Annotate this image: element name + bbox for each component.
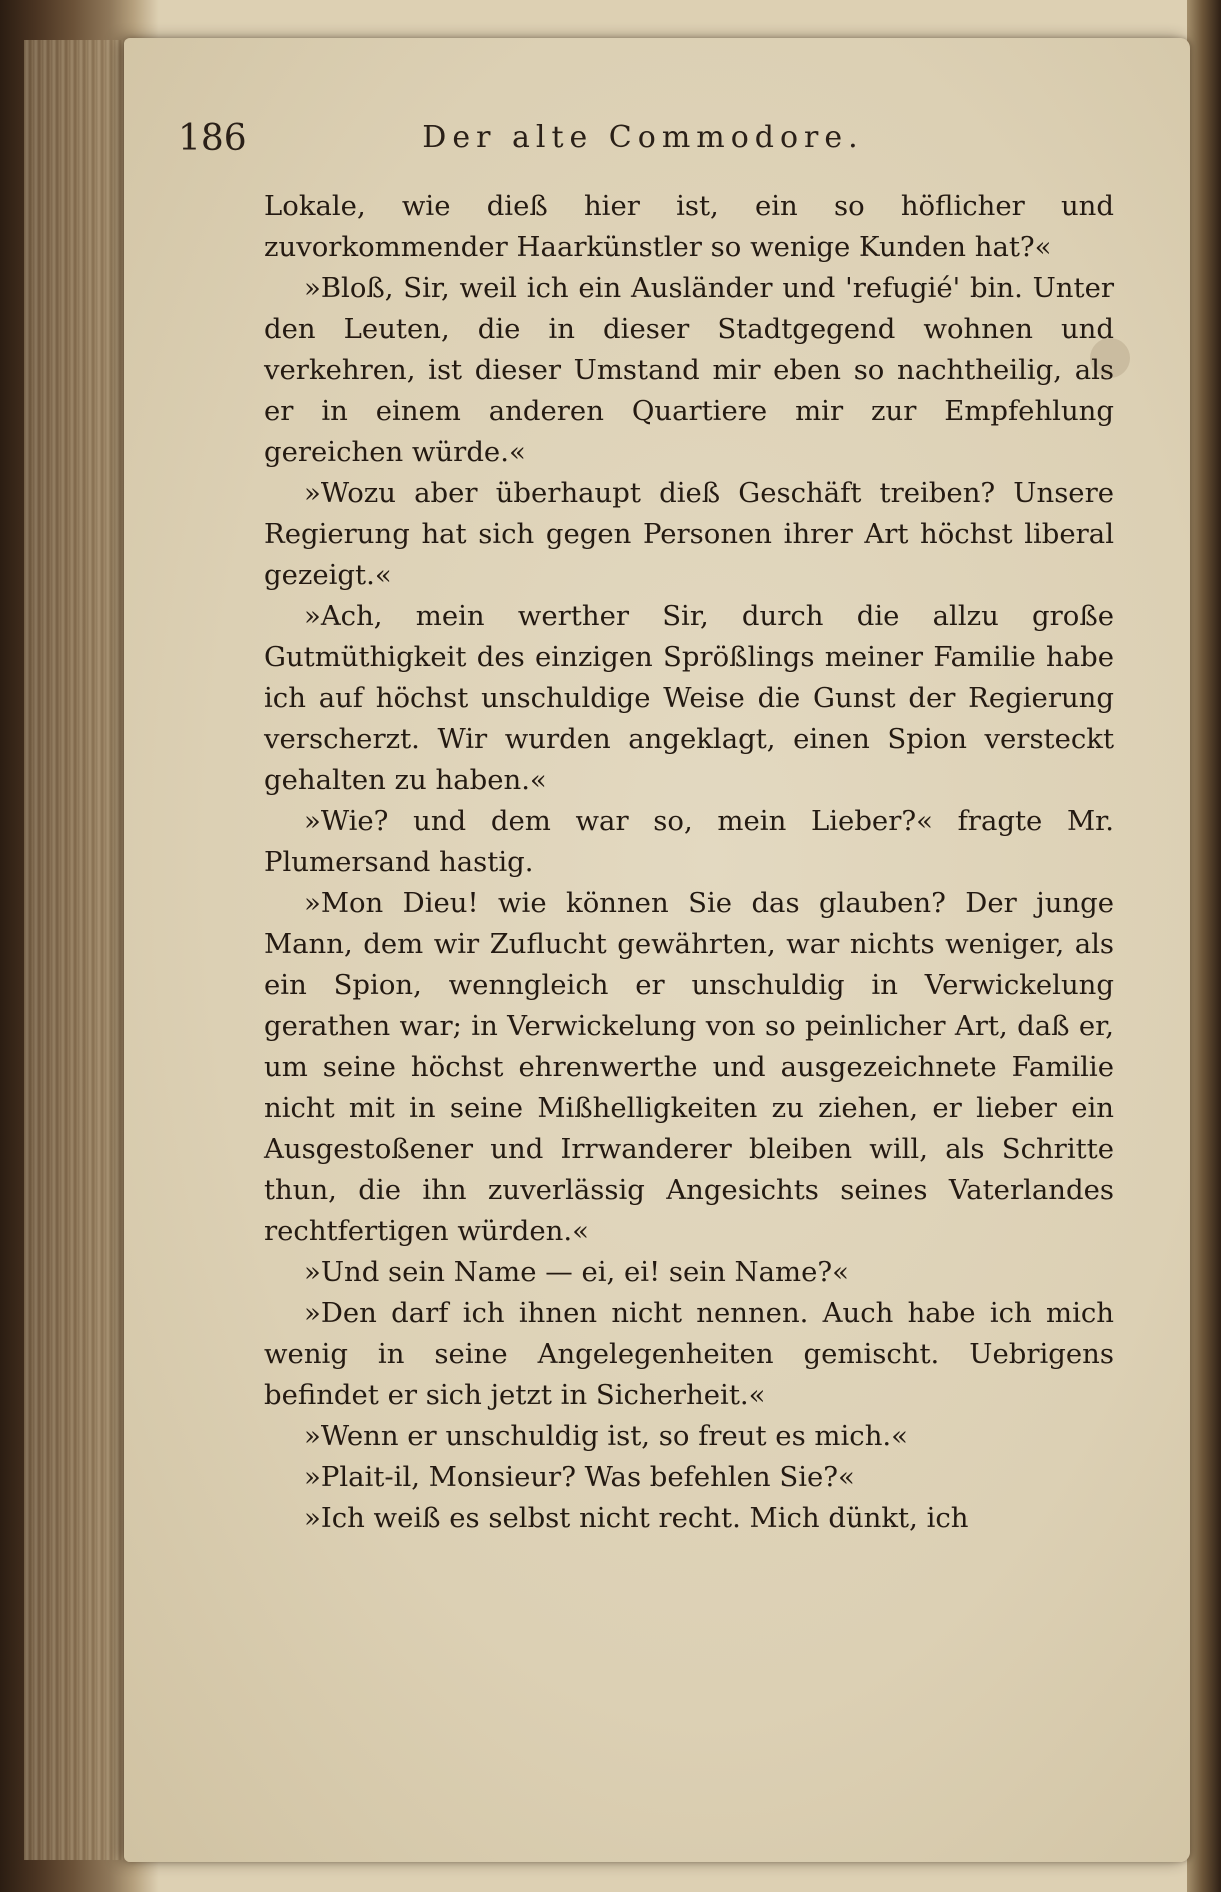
paragraph: »Mon Dieu! wie können Sie das glauben? Der junge Mann, dem wir Zuflucht gewährten, war nichts weniger, als ein Spion, wenngleich er unschuldig in Verwickelung gerathen war; in Verwickelung von so peinlicher Art, daß er, um seine höchst ehrenwerthe und ausgezeichnete Familie nicht mit in seine Mißhelligkeiten zu ziehen, er lieber ein Ausgestoßener und Irrwanderer bleiben will, als Schritte thun, die ihn zuverlässig Angesichts seines Vaterlandes rechtfertigen würden.« — [264, 887, 1114, 1247]
running-head: Der alte Commodore. — [422, 120, 864, 155]
page-header — [178, 118, 1108, 168]
paragraph: Lokale, wie dieß hier ist, ein so höflicher und zuvorkommender Haarkünstler so wenige Kunden hat?« — [264, 190, 1114, 263]
body-text — [264, 186, 1114, 1539]
paragraph: »Ach, mein werther Sir, durch die allzu große Gutmüthigkeit des einzigen Sprößlings meiner Familie habe ich auf höchst unschuldige Weise die Gunst der Regierung verscherzt. Wir wurden angeklagt, einen Spion versteckt gehalten zu haben.« — [264, 600, 1114, 796]
spine-shadow — [1187, 0, 1221, 1892]
paragraph: »Plait-il, Monsieur? Was befehlen Sie?« — [304, 1461, 855, 1493]
paragraph: »Und sein Name — ei, ei! sein Name?« — [304, 1256, 849, 1288]
paragraph: »Den darf ich ihnen nicht nennen. Auch habe ich mich wenig in seine Angelegenheiten gemischt. Uebrigens befindet er sich jetzt in Sicherheit.« — [264, 1297, 1114, 1411]
paragraph: »Wenn er unschuldig ist, so freut es mich.« — [304, 1420, 908, 1452]
paragraph: »Wie? und dem war so, mein Lieber?« fragte Mr. Plumersand hastig. — [264, 805, 1114, 878]
page-number: 186 — [178, 118, 247, 159]
paragraph: »Ich weiß es selbst nicht recht. Mich dünkt, ich — [304, 1502, 969, 1534]
paragraph: »Bloß, Sir, weil ich ein Ausländer und 'refugié' bin. Unter den Leuten, die in dieser Stadtgegend wohnen und verkehren, ist dieser Umstand mir eben so nachtheilig, als er in einem anderen Quartiere mir zur Empfehlung gereichen würde.« — [264, 272, 1114, 468]
paragraph: »Wozu aber überhaupt dieß Geschäft treiben? Unsere Regierung hat sich gegen Personen ihrer Art höchst liberal gezeigt.« — [264, 477, 1114, 591]
